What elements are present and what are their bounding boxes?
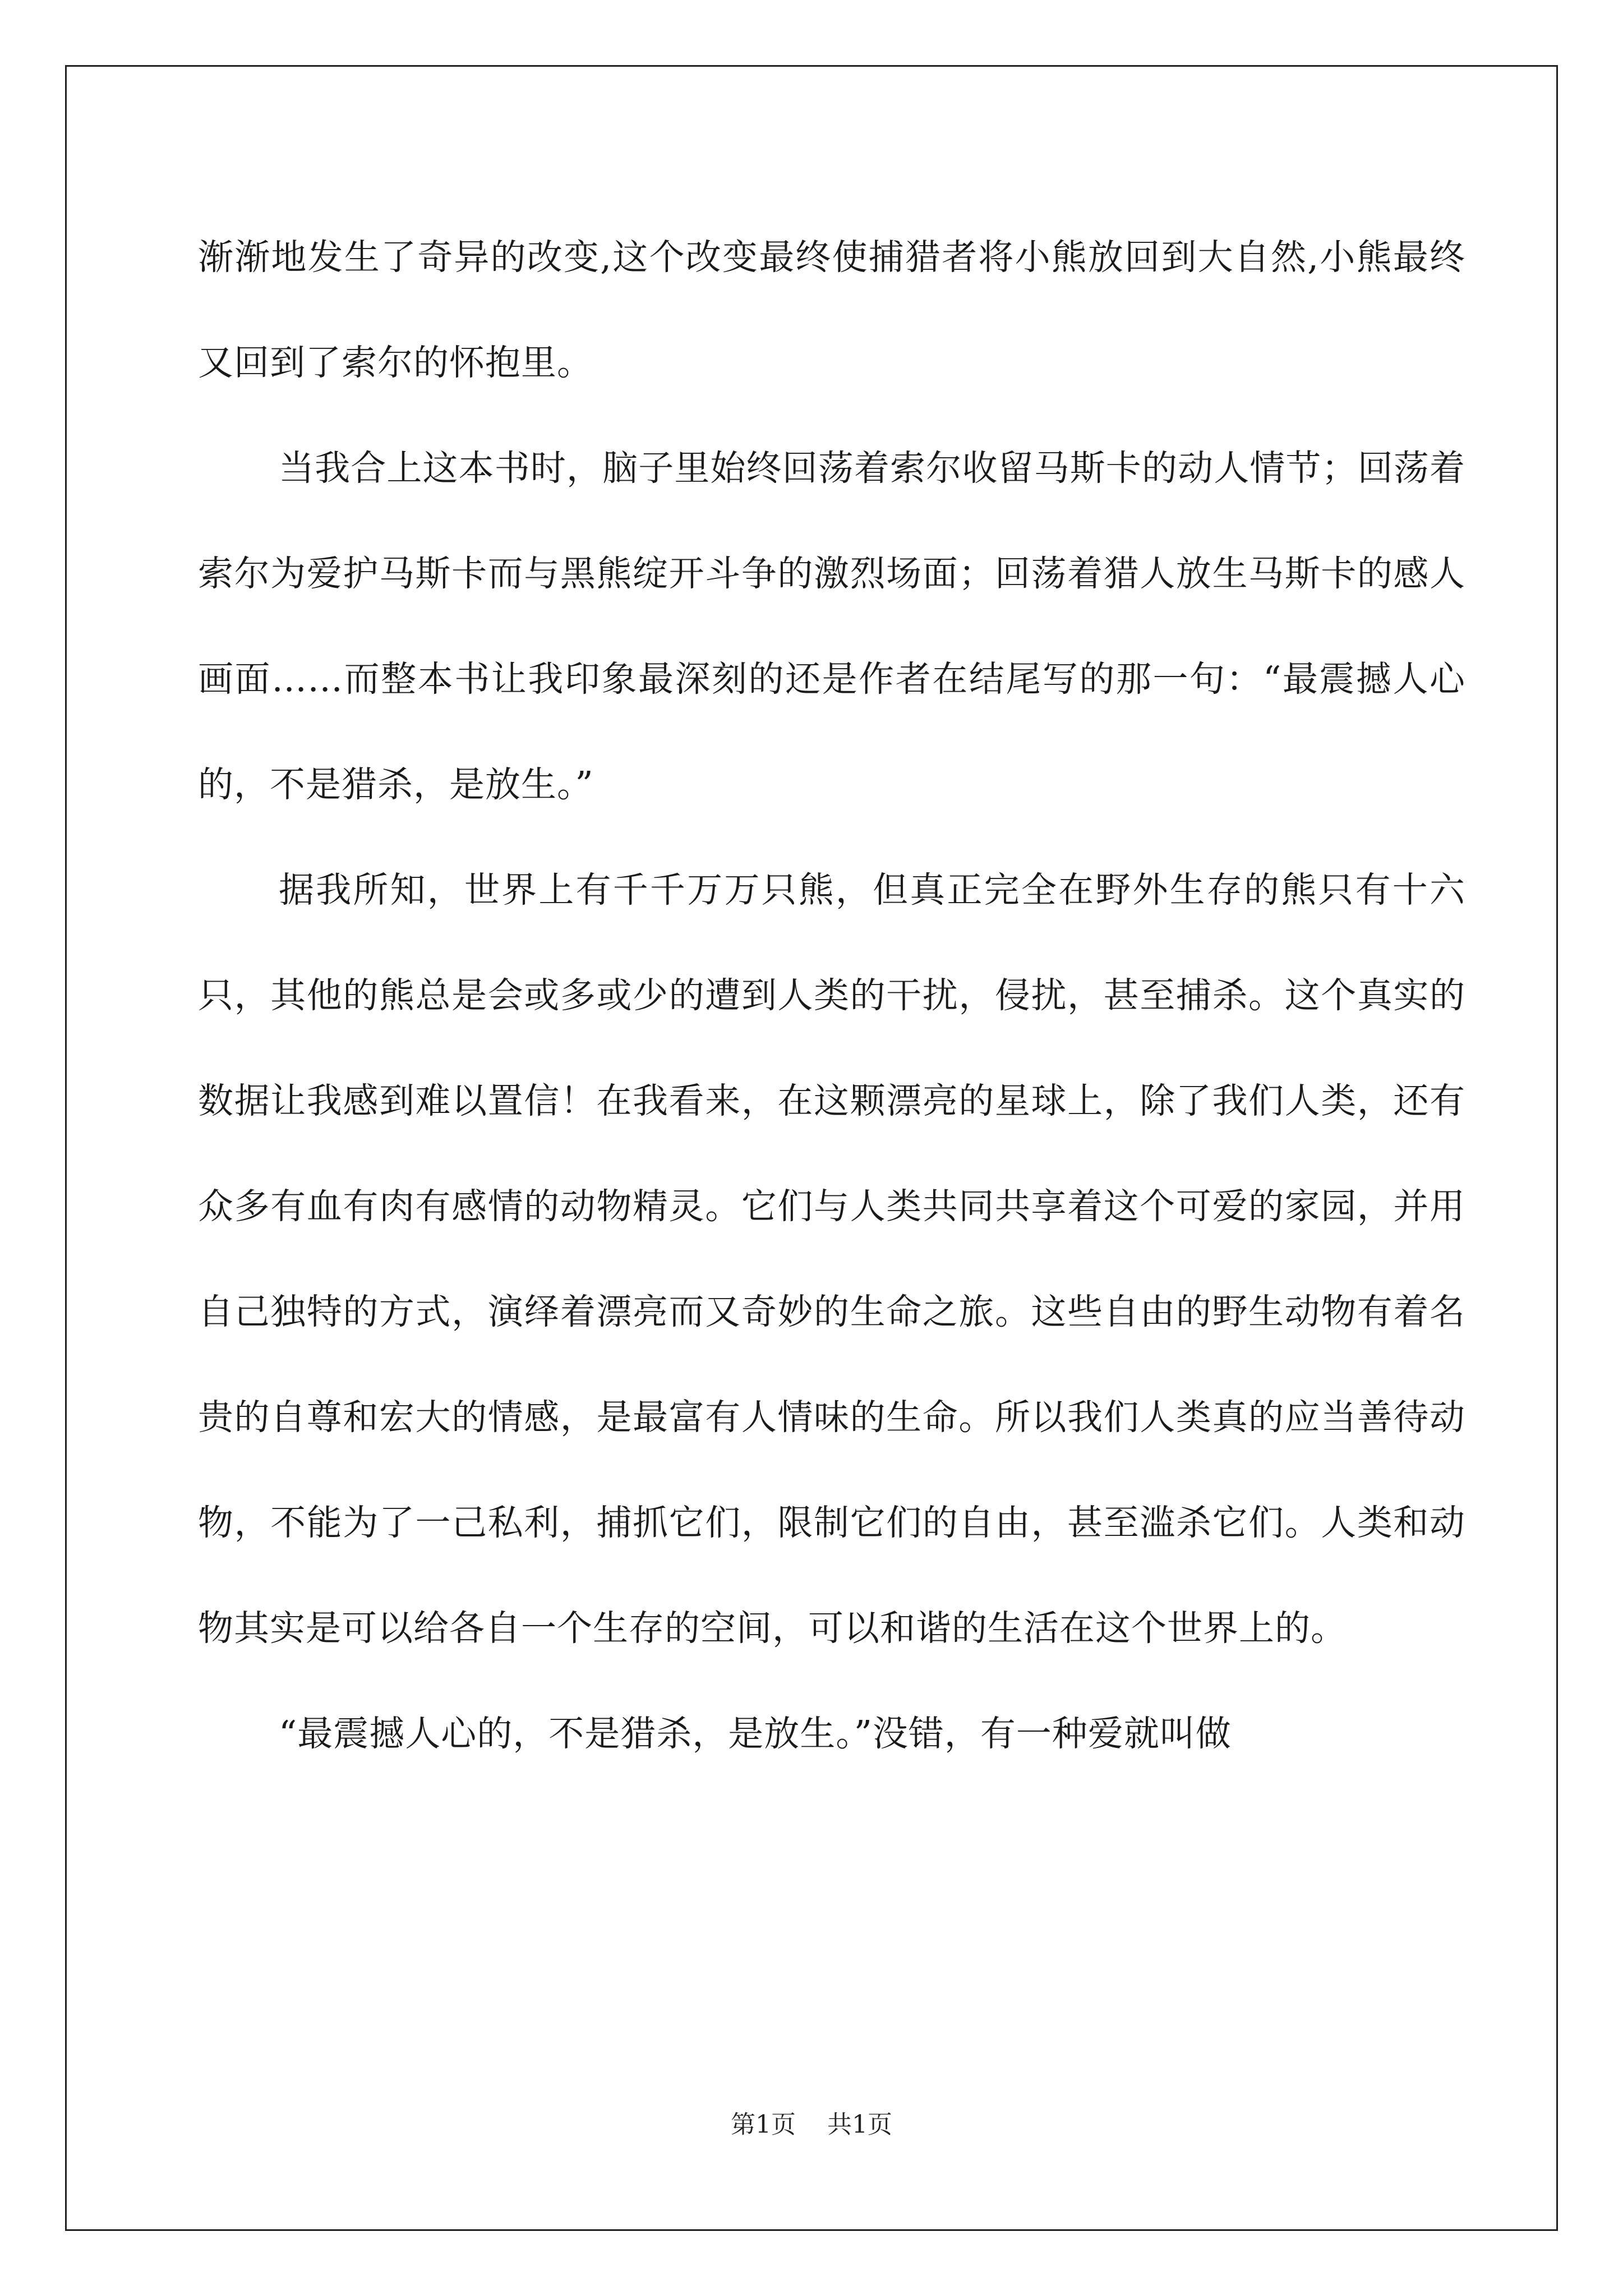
page-total: 共1页 [827, 2110, 892, 2139]
document-body [198, 205, 1465, 1787]
page-footer [0, 2108, 1623, 2142]
page-number: 第1页 [731, 2110, 796, 2139]
paragraph-3: 据我所知，世界上有千千万万只熊，但真正完全在野外生存的熊只有十六只，其他的熊总是会或多或少的遭到人类的干扰，侵扰，甚至捕杀。这个真实的数据让我感到难以置信！在我看来，在这颗漂亮的星球上，除了我们人类，还有众多有血有肉有感情的动物精灵。它们与人类共同共享着这个可爱的家园，并用自己独特的方式，演绎着漂亮而又奇妙的生命之旅。这些自由的野生动物有着名贵的自尊和宏大的情感，是最富有人情味的生命。所以我们人类真的应当善待动物，不能为了一己私利，捕抓它们，限制它们的自由，甚至滥杀它们。人类和动物其实是可以给各自一个生存的空间，可以和谐的生活在这个世界上的。 [198, 869, 1465, 1649]
paragraph-4: “最震撼人心的，不是猎杀，是放生。”没错，有一种爱就叫做 [279, 1713, 1232, 1754]
paragraph-2: 当我合上这本书时，脑子里始终回荡着索尔收留马斯卡的动人情节；回荡着索尔为爱护马斯卡而与黑熊绽开斗争的激烈场面；回荡着猎人放生马斯卡的感人画面……而整本书让我印象最深刻的还是作者在结尾写的那一句：“最震撼人心的，不是猎杀，是放生。” [198, 448, 1465, 805]
paragraph-1: 渐渐地发生了奇异的改变,这个改变最终使捕猎者将小熊放回到大自然,小熊最终又回到了索尔的怀抱里。 [198, 237, 1465, 383]
